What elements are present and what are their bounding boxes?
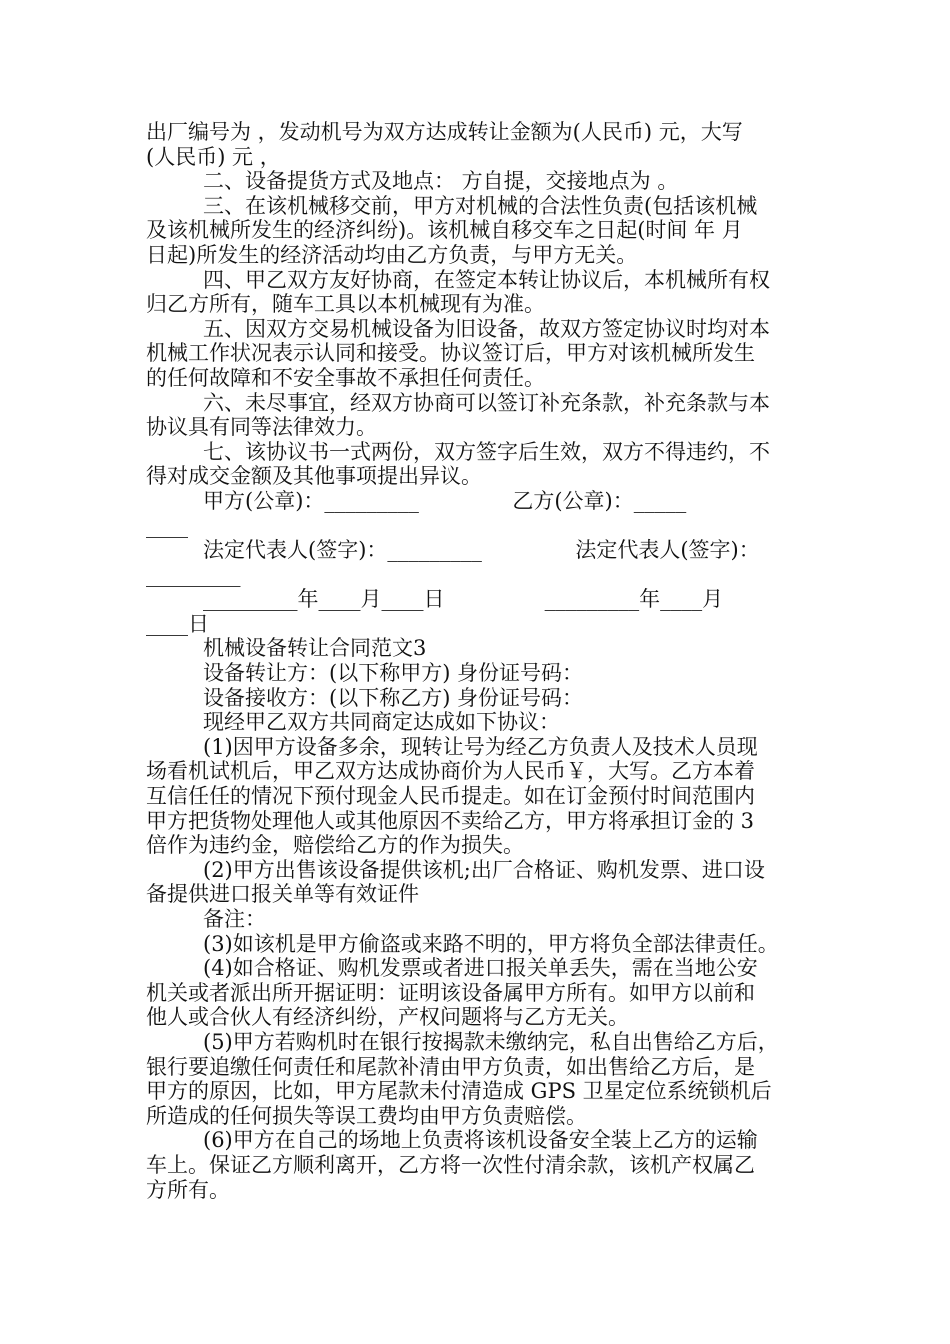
- text-line: (1)因甲方设备多余，现转让号为经乙方负责人及技术人员现: [203, 734, 758, 759]
- text-line: 互信任任的情况下预付现金人民币提走。如在订金预付时间范围内: [146, 784, 755, 809]
- text-line: 所造成的任何损失等误工费均由甲方负责赔偿。: [146, 1103, 587, 1128]
- text-line: 机械工作状况表示认同和接受。协议签订后，甲方对该机械所发生: [146, 341, 755, 366]
- text-line: 的任何故障和不安全事故不承担任何责任。: [146, 365, 545, 390]
- text-line: 车上。保证乙方顺利离开，乙方将一次性付清余款，该机产权属乙: [146, 1152, 755, 1177]
- text-line: 甲方(公章)：_________ 乙方(公章)：_____: [203, 488, 687, 513]
- text-line: 日起)所发生的经济活动均由乙方负责，与甲方无关。: [146, 242, 638, 267]
- document-body: [146, 120, 810, 1202]
- text-line: 协议具有同等法律效力。: [146, 415, 377, 440]
- text-line: 归乙方所有，随车工具以本机械现有为准。: [146, 292, 545, 317]
- text-line: 甲方的原因，比如，甲方尾款未付清造成 GPS 卫星定位系统锁机后: [146, 1079, 772, 1104]
- text-line: 机械设备转让合同范文3: [203, 636, 427, 661]
- text-line: 方所有。: [146, 1177, 230, 1202]
- text-line: 法定代表人(签字)：_________ 法定代表人(签字)：: [203, 538, 760, 563]
- text-line: (3)如该机是甲方偷盗或来路不明的，甲方将负全部法律责任。: [203, 931, 779, 956]
- text-line: 五、因双方交易机械设备为旧设备，故双方签定协议时均对本: [203, 316, 770, 341]
- text-line: 及该机械所发生的经济纠纷)。该机械自移交车之日起(时间 年 月: [146, 218, 743, 243]
- text-line: 备提供进口报关单等有效证件: [146, 882, 419, 907]
- text-line: (2)甲方出售该设备提供该机;出厂合格证、购机发票、进口设: [203, 857, 765, 882]
- text-line: (6)甲方在自己的场地上负责将该机设备安全装上乙方的运输: [203, 1128, 758, 1153]
- text-line: (5)甲方若购机时在银行按揭款未缴纳完，私自出售给乙方后，: [203, 1029, 779, 1054]
- text-line: _________年____月____日 _________年____月: [203, 587, 724, 612]
- text-line: 备注：: [203, 907, 266, 931]
- text-line: 机关或者派出所开据证明：证明该设备属甲方所有。如甲方以前和: [146, 980, 755, 1005]
- text-line: 设备转让方：(以下称甲方) 身份证号码：: [203, 661, 584, 686]
- text-line: 三、在该机械移交前，甲方对机械的合法性负责(包括该机械: [203, 193, 758, 218]
- text-line: 现经甲乙双方共同商定达成如下协议：: [203, 710, 560, 735]
- text-line: 七、该协议书一式两份，双方签字后生效，双方不得违约，不: [203, 439, 770, 464]
- text-line: 六、未尽事宜，经双方协商可以签订补充条款，补充条款与本: [203, 390, 770, 415]
- text-line: 得对成交金额及其他事项提出异议。: [146, 464, 482, 489]
- text-line: _________: [146, 562, 241, 587]
- text-line: 他人或合伙人有经济纠纷，产权问题将与乙方无关。: [146, 1005, 629, 1030]
- text-line: 甲方把货物处理他人或其他原因不卖给乙方，甲方将承担订金的 3: [146, 808, 755, 833]
- text-line: ____日: [146, 611, 209, 636]
- text-line: 场看机试机后，甲乙双方达成协商价为人民币￥，大写。乙方本着: [146, 759, 755, 784]
- text-line: 银行要追缴任何责任和尾款补清由甲方负责，如出售给乙方后，是: [146, 1054, 755, 1079]
- text-line: (4)如合格证、购机发票或者进口报关单丢失，需在当地公安: [203, 956, 758, 981]
- text-line: ____: [146, 513, 188, 538]
- text-line: 设备接收方：(以下称乙方) 身份证号码：: [203, 685, 584, 710]
- text-line: 四、甲乙双方友好协商，在签定本转让协议后，本机械所有权: [203, 267, 770, 292]
- text-line: (人民币) 元 ，: [146, 144, 281, 169]
- text-line: 二、设备提货方式及地点： 方自提，交接地点为 。: [203, 169, 679, 194]
- text-line: 倍作为违约金，赔偿给乙方的作为损失。: [146, 833, 524, 858]
- text-line: 出厂编号为 ，发动机号为双方达成转让金额为(人民币) 元，大写: [146, 120, 743, 144]
